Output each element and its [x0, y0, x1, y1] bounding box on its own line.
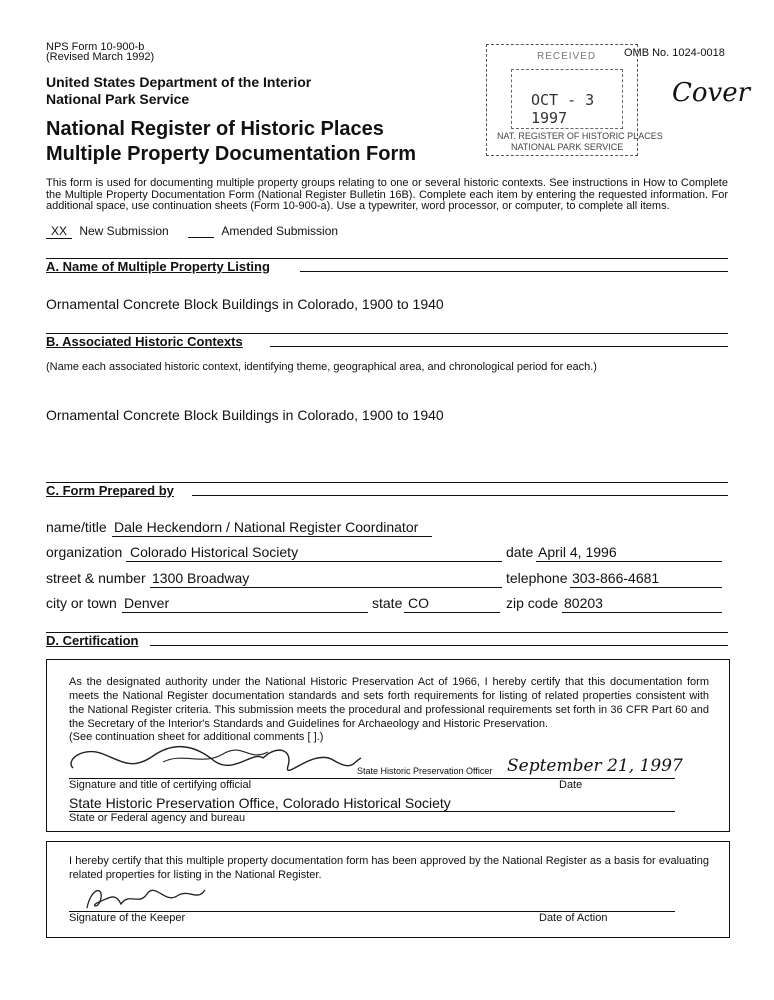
city-label: city or town [46, 595, 117, 611]
date-line [536, 561, 722, 562]
section-b-rule [270, 346, 728, 347]
section-c-rule [192, 495, 728, 496]
new-submission[interactable] [46, 224, 169, 239]
approval-box [46, 841, 730, 938]
keeper-signature [81, 882, 211, 914]
handwritten-note: Cover [672, 78, 751, 108]
department: United States Department of the Interior [46, 74, 312, 90]
section-b-title: B. Associated Historic Contexts [46, 334, 243, 349]
section-c-title: C. Form Prepared by [46, 483, 174, 498]
form-id: NPS Form 10-900-b [46, 41, 145, 53]
certifying-signature [63, 740, 363, 776]
new-submission-label: New Submission [79, 224, 169, 238]
page-title: National Register of Historic Places [46, 118, 384, 140]
street-line [150, 587, 502, 588]
revision-date: (Revised March 1992) [46, 51, 155, 63]
instructions: This form is used for documenting multiple property groups relating to one or several historic contexts. See instructions in How to Complete the Multiple Property Documentation Form (National Register Bulletin 16B). Complete each item by entering the requested information. For additional space, use continuation sheets (Form 10-900-a). Use a typewriter, word processor, or computer, to complete all items. [46, 177, 728, 212]
historic-context: Ornamental Concrete Block Buildings in Colorado, 1900 to 1940 [46, 407, 444, 423]
amended-submission-mark [188, 224, 214, 238]
stamp-date: OCT - 3 1997 [531, 91, 595, 127]
zip-line [562, 612, 722, 613]
organization-value: Colorado Historical Society [130, 544, 299, 560]
received-stamp [486, 44, 663, 156]
amended-submission-label: Amended Submission [221, 224, 339, 238]
agency-label: State or Federal agency and bureau [69, 812, 246, 824]
state-line [404, 612, 500, 613]
agency: National Park Service [46, 91, 190, 107]
telephone-line [570, 587, 722, 588]
street-value: 1300 Broadway [152, 570, 250, 586]
section-d-title: D. Certification [46, 633, 139, 648]
street-label: street & number [46, 570, 146, 586]
organization-line [126, 561, 502, 562]
name-title-value: Dale Heckendorn / National Register Coordinator [114, 519, 419, 535]
telephone-value: 303-866-4681 [572, 570, 660, 586]
signed-date: September 21, 1997 [507, 756, 683, 776]
agency-value: State Historic Preservation Office, Colorado Historical Society [69, 795, 451, 811]
date-label-cert: Date [559, 779, 583, 791]
state-label: state [372, 595, 403, 611]
signature-label: Signature and title of certifying official [69, 779, 252, 791]
certification-text: As the designated authority under the National Historic Preservation Act of 1966, I hereby certify that this documentation form meets the National Register documentation standards and sets forth requirements for listing of related properties consistent with the National Register criteria. This submission meets the procedural and professional requirements set forth in 36 CFR Part 60 and the Secretary of the Interior's Standards and Guidelines for Archaeology and Historic Preservation. [69, 676, 709, 730]
new-submission-mark: XX [46, 224, 72, 239]
omb-number: OMB No. 1024-0018 [624, 47, 725, 59]
stamp-received: RECEIVED [537, 51, 597, 62]
state-value: CO [408, 595, 429, 611]
section-a-rule [300, 271, 728, 272]
section-b-note: (Name each associated historic context, identifying theme, geographical area, and chronological period for each.) [46, 361, 597, 373]
date-of-action-label: Date of Action [539, 912, 608, 924]
property-listing-name: Ornamental Concrete Block Buildings in Colorado, 1900 to 1940 [46, 296, 444, 312]
approval-text: I hereby certify that this multiple property documentation form has been approved by the National Register as a basis for evaluating related properties for listing in the National Register. [69, 855, 709, 881]
date-label: date [506, 544, 534, 560]
page-subtitle: Multiple Property Documentation Form [46, 143, 417, 165]
section-a-title: A. Name of Multiple Property Listing [46, 259, 270, 274]
section-d-top-rule [46, 632, 728, 633]
city-line [122, 612, 368, 613]
amended-submission[interactable] [188, 224, 338, 238]
stamp-line2: NATIONAL PARK SERVICE [511, 142, 624, 152]
keeper-label: Signature of the Keeper [69, 912, 186, 924]
stamp-line1: NAT. REGISTER OF HISTORIC PLACES [497, 131, 663, 141]
certification-box [46, 659, 730, 832]
date-value: April 4, 1996 [538, 544, 617, 560]
organization-label: organization [46, 544, 123, 560]
section-d-rule [150, 645, 728, 646]
officer-title: State Historic Preservation Officer [357, 766, 493, 776]
name-title-line [112, 536, 432, 537]
city-value: Denver [124, 595, 170, 611]
continuation-note: (See continuation sheet for additional comments [ ].) [69, 731, 324, 743]
telephone-label: telephone [506, 570, 568, 586]
name-title-label: name/title [46, 519, 107, 535]
zip-label: zip code [506, 595, 559, 611]
zip-value: 80203 [564, 595, 603, 611]
